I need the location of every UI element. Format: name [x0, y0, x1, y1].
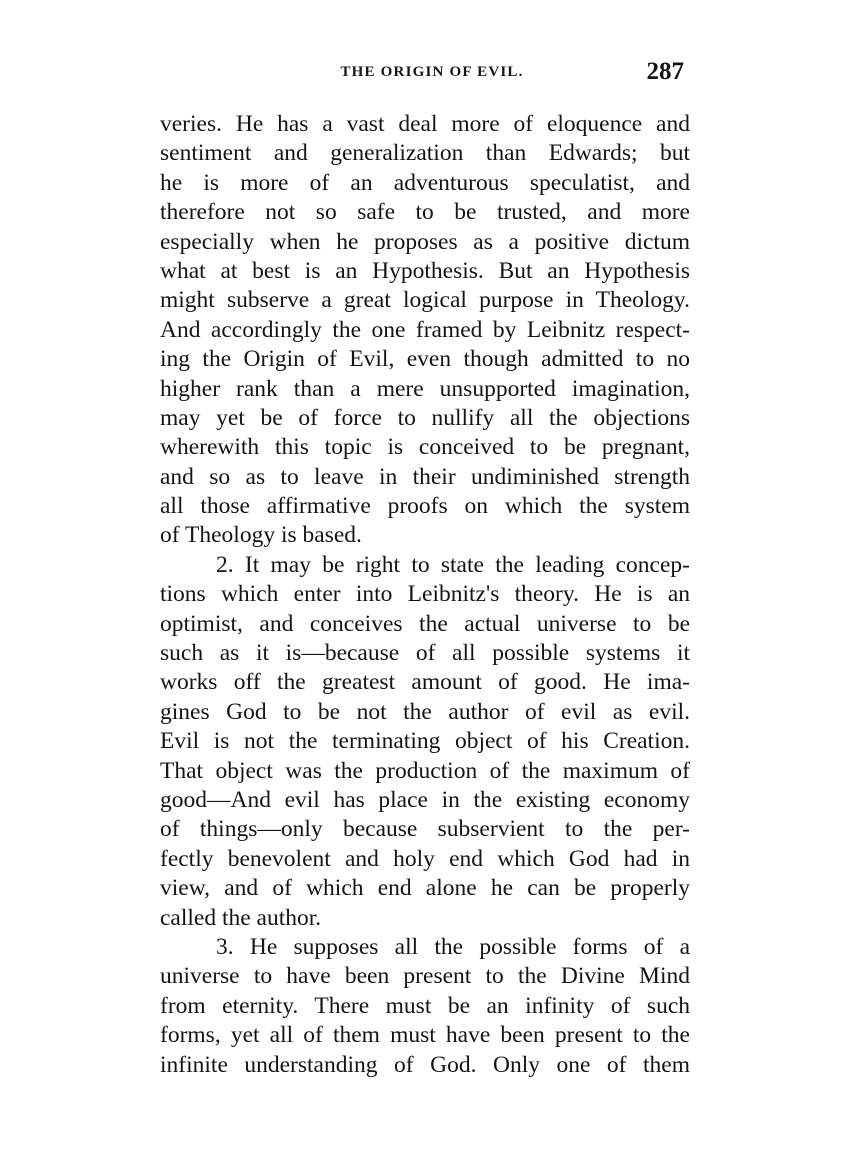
page-number: 287: [646, 58, 684, 85]
text-line: universe to have been present to the Divine Mind: [160, 963, 690, 990]
text-line: such as it is—because of all possible systems it: [160, 640, 690, 667]
paragraph-end-line: of Theology is based.: [160, 522, 362, 549]
text-line: That object was the production of the maximum of: [160, 757, 690, 784]
text-line: gines God to be not the author of evil as evil.: [160, 698, 690, 725]
text-line: good—And evil has place in the existing economy: [160, 786, 690, 813]
text-line: therefore not so safe to be trusted, and more: [160, 199, 690, 226]
text-line: view, and of which end alone he can be properly: [160, 875, 690, 902]
text-line: veries. He has a vast deal more of eloquence and: [160, 111, 690, 137]
text-line: especially when he proposes as a positive dictum: [160, 228, 690, 255]
text-line: from eternity. There must be an infinity of such: [160, 992, 690, 1019]
text-line: of things—only because subservient to the per-: [160, 816, 690, 843]
text-line: tions which enter into Leibnitz's theory. He is an: [160, 581, 690, 608]
text-line: infinite understanding of God. Only one of them: [160, 1051, 690, 1078]
paragraph-2-first-line: 2. It may be right to state the leading concep-: [216, 551, 690, 578]
body-text: [160, 110, 690, 1080]
text-line: wherewith this topic is conceived to be pregnant,: [160, 434, 690, 461]
text-line: sentiment and generalization than Edwards; but: [160, 140, 690, 167]
text-line: forms, yet all of them must have been present to the: [160, 1022, 690, 1049]
text-line: Evil is not the terminating object of his Creation.: [160, 728, 690, 755]
text-line: ing the Origin of Evil, even though admitted to no: [160, 346, 690, 373]
text-line: what at best is an Hypothesis. But an Hypothesis: [160, 257, 690, 284]
paragraph-end-line: called the author.: [160, 904, 322, 931]
running-head: [160, 58, 690, 92]
text-line: And accordingly the one framed by Leibnitz respect-: [160, 316, 690, 343]
text-line: he is more of an adventurous speculatist, and: [160, 169, 690, 196]
text-line: might subserve a great logical purpose in Theology.: [160, 287, 690, 314]
running-title: THE ORIGIN OF EVIL.: [340, 64, 524, 80]
text-line: optimist, and conceives the actual universe to be: [160, 610, 690, 637]
text-line: higher rank than a mere unsupported imagination,: [160, 375, 690, 402]
paragraph-3-first-line: 3. He supposes all the possible forms of a: [216, 933, 690, 960]
text-line: may yet be of force to nullify all the objections: [160, 404, 690, 431]
text-line: all those affirmative proofs on which the system: [160, 493, 690, 520]
text-line: fectly benevolent and holy end which God had in: [160, 845, 690, 872]
text-line: and so as to leave in their undiminished strength: [160, 463, 690, 490]
text-line: works off the greatest amount of good. He ima-: [160, 669, 690, 696]
